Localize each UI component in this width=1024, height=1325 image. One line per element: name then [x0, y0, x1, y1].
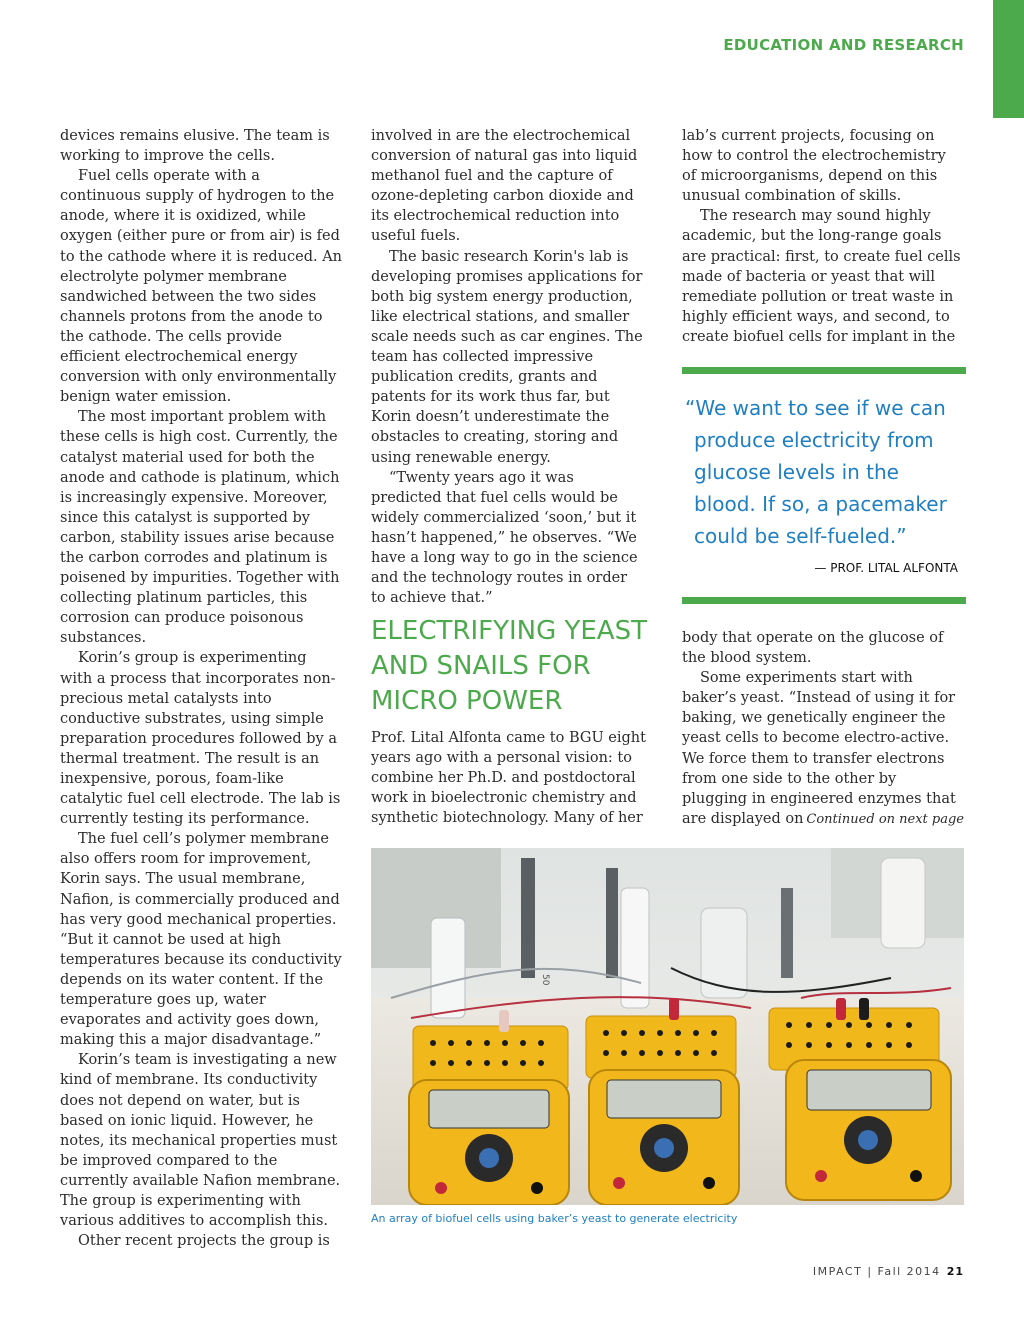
body-column-left — [60, 126, 342, 1251]
body-column-right — [682, 126, 964, 347]
paragraph: Korin’s group is experimenting with a process that incorporates non-precious metal catalysts into conductive substrates, using simple preparation procedures followed by a thermal treatment. The result is an inexpensive, porous, foam-like catalytic fuel cell electrode. The lab is currently testing its performance. — [60, 650, 341, 828]
page-number: 21 — [946, 1265, 964, 1278]
paragraph: body that operate on the glucose of the blood system. — [682, 630, 944, 667]
paragraph: The most important problem with these cells is high cost. Currently, the catalyst material used for both the anode and cathode is platinum, which is increasingly expensive. Moreover, since this catalyst is supported by carbon, stability issues arise because the carbon corrodes and platinum is poisened by impurities. Together with collecting platinum particles, this corrosion can produce poisonous substances. — [60, 409, 340, 647]
body-column-middle — [371, 126, 643, 608]
vial-label: 50 — [540, 974, 550, 986]
paragraph: Some experiments start with baker’s yeast. “Instead of using it for baking, we genetically engineer the yeast cells to become electro-active. We force them to transfer electrons from one side to the other by plugging in engineered enzymes that are displayed on — [682, 670, 956, 827]
paragraph: devices remains elusive. The team is working to improve the cells. — [60, 128, 330, 165]
page-footer — [813, 1265, 964, 1278]
paragraph: The fuel cell’s polymer membrane also offers room for improvement, Korin says. The usual membrane, Nafion, is commercially produced and has very good mechanical properties. “But it cannot be used at high temperatures because its conductivity depends on its water content. If the temperature goes up, water evaporates and activity goes down, making this a major disadvantage.” — [60, 831, 342, 1049]
pull-quote-attribution: — PROF. LITAL ALFONTA — [814, 561, 958, 575]
section-headline: ELECTRIFYING YEAST AND SNAILS FOR MICRO POWER — [371, 616, 647, 716]
paragraph: Fuel cells operate with a continuous supply of hydrogen to the anode, where it is oxidized, while oxygen (either pure or from air) is fed to the cathode where it is reduced. An electrolyte polymer membrane sandwiched between the two sides channels protons from the anode to the cathode. The cells provide efficient electrochemical energy conversion with only environmentally benign water emission. — [60, 168, 343, 406]
paragraph: The research may sound highly academic, but the long-range goals are practical: first, to create fuel cells made of bacteria or yeast that will remediate pollution or treat waste in highly efficient ways, and second, to create biofuel cells for implant in the — [682, 208, 961, 345]
paragraph: involved in are the electrochemical conversion of natural gas into liquid methanol fuel and the capture of ozone-depleting carbon dioxide and its electrochemical reduction into useful fuels. — [371, 128, 638, 245]
section-tab — [993, 0, 1024, 118]
body-column-middle-lower — [371, 728, 646, 828]
paragraph: lab’s current projects, focusing on how to control the electrochemistry of microorganisms, depend on this unusual combination of skills. — [682, 128, 946, 205]
paragraph: Other recent projects the group is — [78, 1233, 330, 1250]
photo-caption: An array of biofuel cells using baker’s yeast to generate electricity — [371, 1212, 738, 1225]
paragraph: The basic research Korin's lab is developing promises applications for both big system energy production, like electrical stations, and smaller scale needs such as car engines. The team has collected impressive publication credits, grants and patents for its work thus far, but Korin doesn’t underestimate the obstacles to creating, storing and using renewable energy. — [371, 248, 643, 466]
biofuel-cells-illustration — [371, 848, 964, 1205]
lab-photo — [371, 848, 964, 1205]
section-label: EDUCATION AND RESEARCH — [723, 36, 964, 54]
paragraph: Korin’s team is investigating a new kind of membrane. Its conductivity does not depend on water, but is based on ionic liquid. However, he notes, its mechanical properties must be improved compared to the currently available Nafion membrane. The group is experimenting with various additives to accomplish this. — [60, 1052, 341, 1230]
body-column-right-lower — [682, 628, 964, 829]
publication-name: IMPACT | Fall 2014 — [812, 1265, 941, 1278]
pull-quote: “We want to see if we can produce electricity from glucose levels in the blood. If so, a pacemaker could be self-fueled.” — [685, 396, 947, 548]
pull-quote-rule-top — [682, 367, 966, 374]
pull-quote-rule-bottom — [682, 597, 966, 604]
paragraph: Prof. Lital Alfonta came to BGU eight years ago with a personal vision: to combine her Ph.D. and postdoctoral work in bioelectronic chemistry and synthetic biotechnology. Many of her — [371, 730, 646, 827]
continued-note: Continued on next page — [806, 812, 964, 827]
paragraph: “Twenty years ago it was predicted that fuel cells would be widely commercialized ‘soon,’ but it hasn’t happened,” he observes. “We have a long way to go in the science and the technology routes in order to achieve that.” — [371, 469, 638, 607]
